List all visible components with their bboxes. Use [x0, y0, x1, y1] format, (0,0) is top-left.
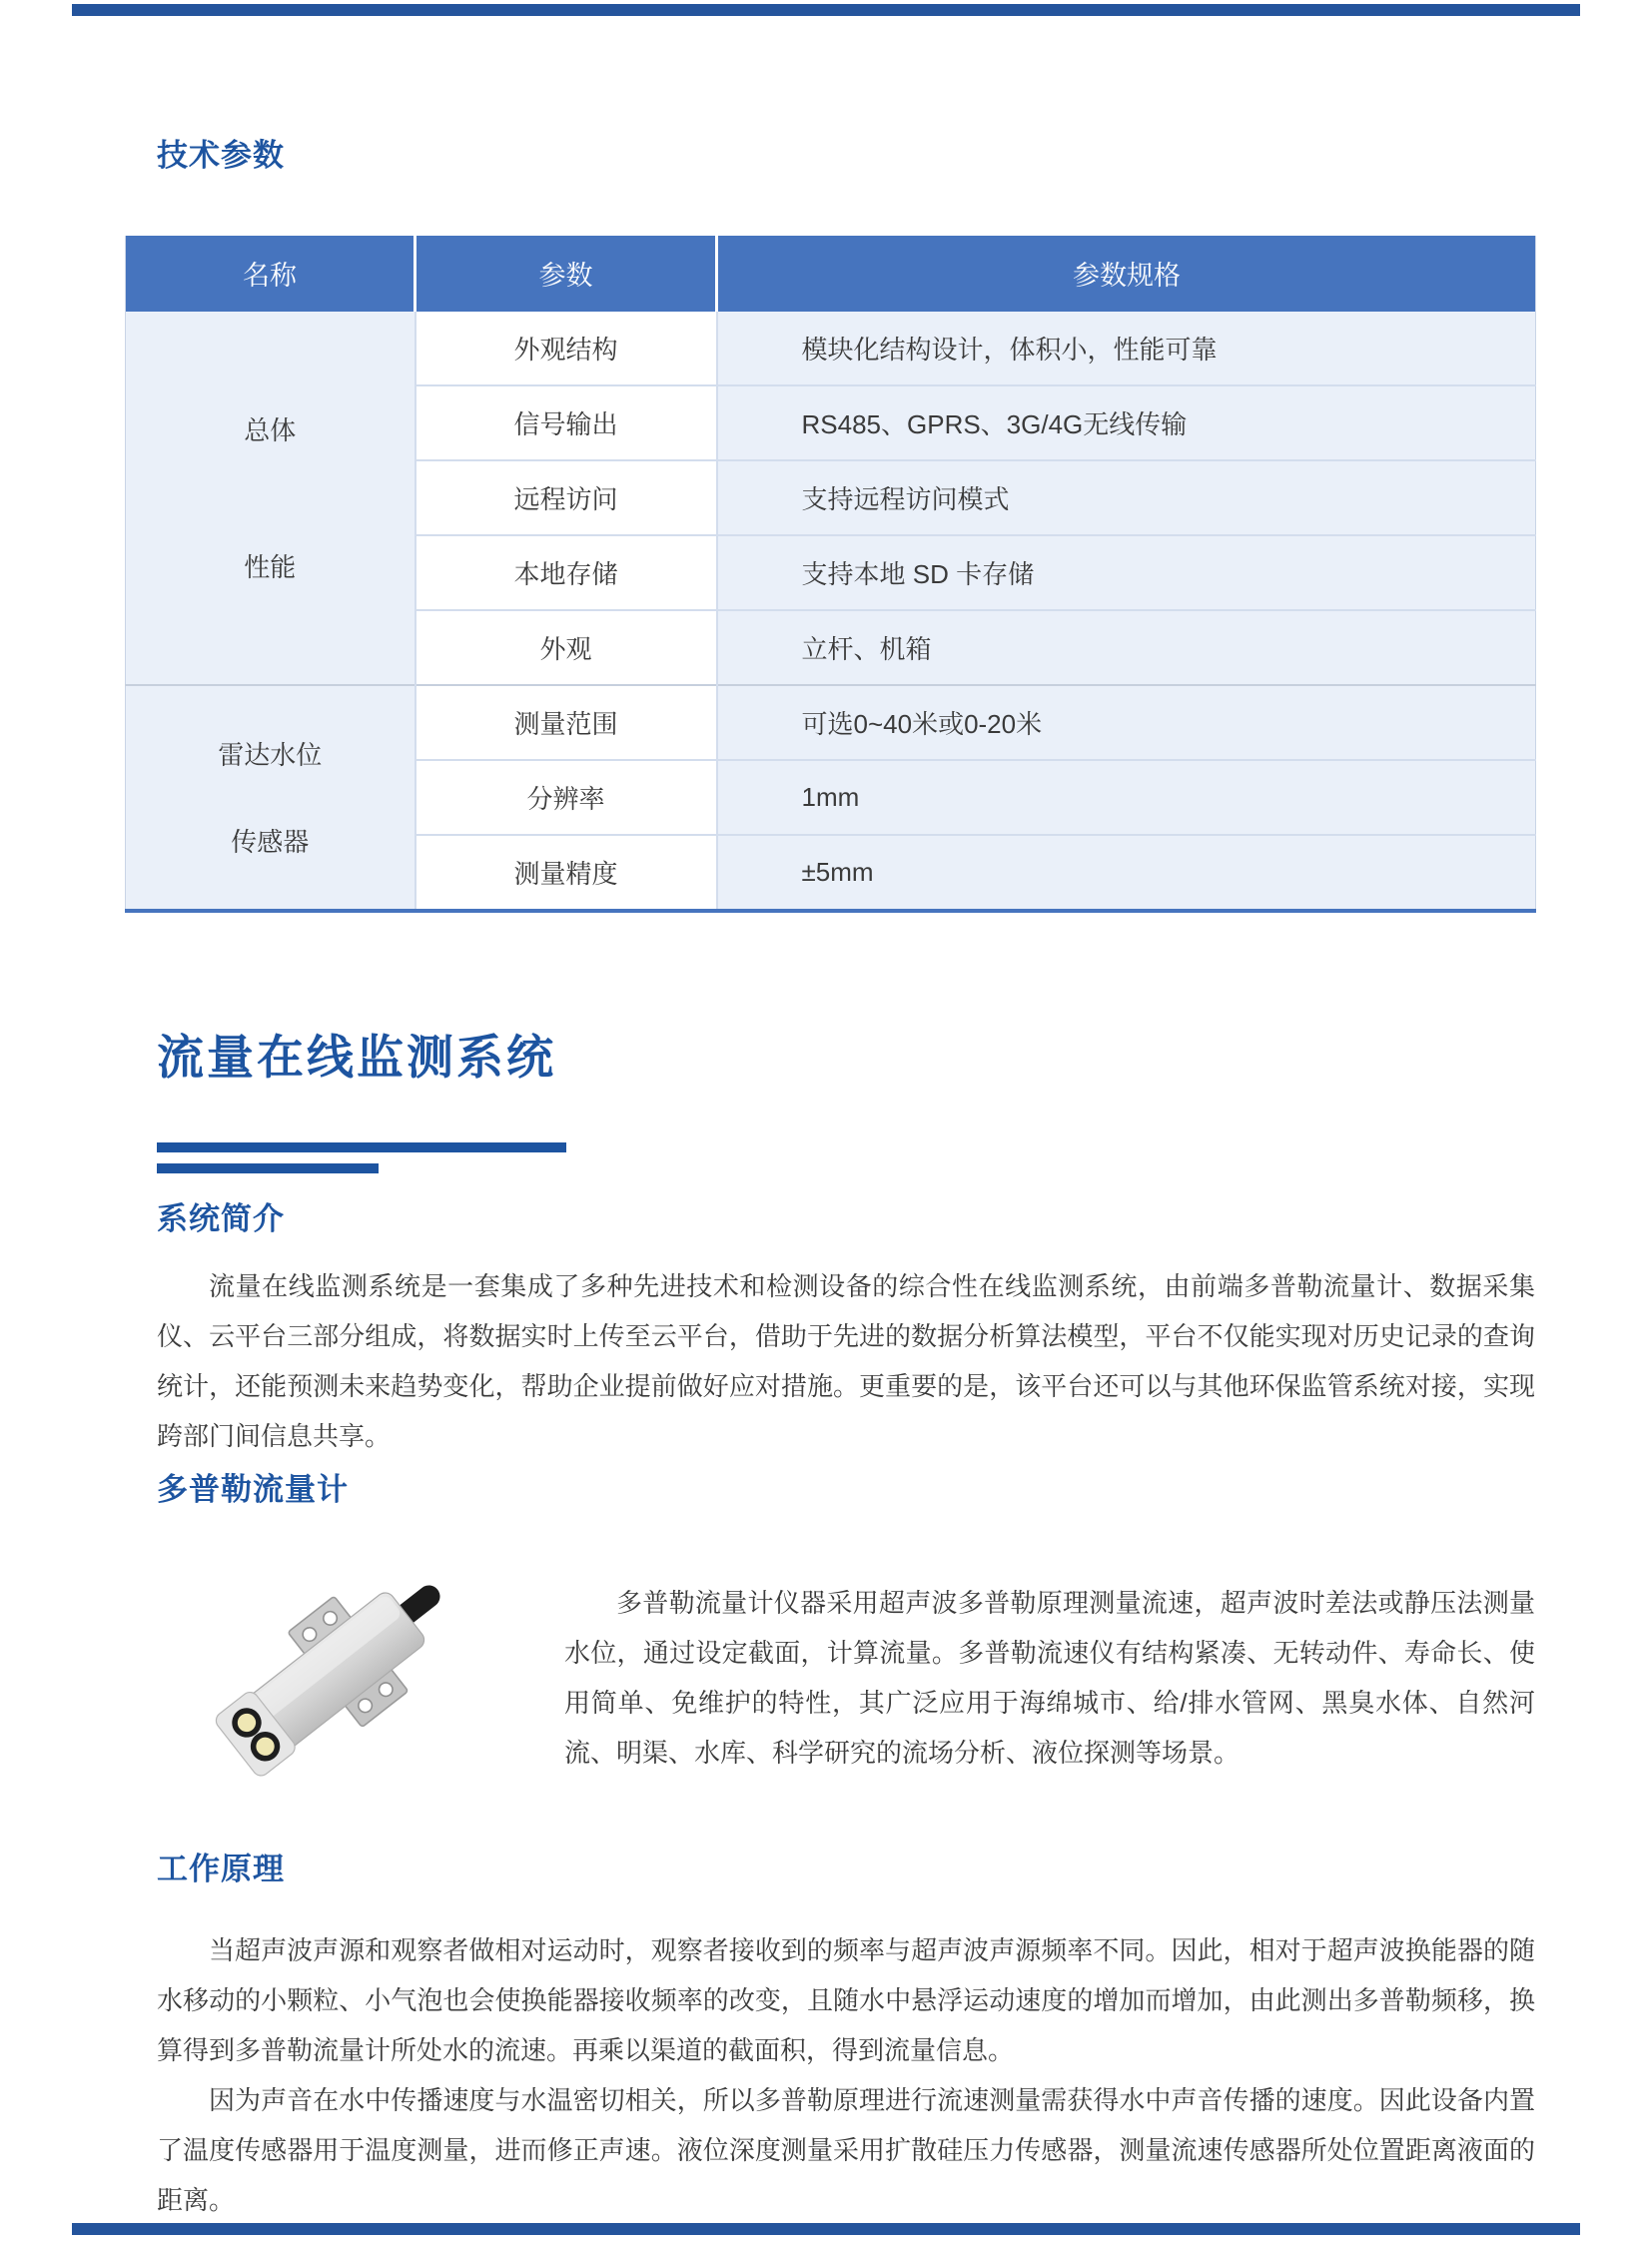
spec-cell: 支持本地 SD 卡存储: [717, 535, 1536, 610]
param-cell: 远程访问: [415, 460, 717, 535]
bottom-decoration-bar: [72, 2223, 1580, 2235]
tech-params-heading: 技术参数: [157, 138, 285, 173]
doppler-flow-meter-illustration: [199, 1544, 453, 1814]
table-row: [126, 685, 1536, 760]
working-principle-heading: 工作原理: [157, 1851, 285, 1886]
system-intro-heading: 系统简介: [157, 1200, 285, 1236]
table-row: [126, 312, 1536, 385]
group-name-line: 性能: [244, 551, 297, 582]
group-name-line: 雷达水位: [218, 740, 323, 771]
table-header-spec: 参数规格: [717, 236, 1536, 312]
working-principle-paragraph-2: 因为声音在水中传播速度与水温密切相关，所以多普勒原理进行流速测量需获得水中声音传播的速度。因此设备内置了温度传感器用于温度测量，进而修正声速。液位深度测量采用扩散硅压力传感器，测量流速传感器所处位置距离液面的距离。: [157, 2084, 1535, 2215]
doppler-flowmeter-heading: 多普勒流量计: [157, 1471, 349, 1507]
doppler-flowmeter-section: [157, 1544, 1535, 1814]
group-name-line: 传感器: [231, 826, 310, 857]
spec-cell: 支持远程访问模式: [717, 460, 1536, 535]
table-header-param: 参数: [415, 236, 717, 312]
param-cell: 本地存储: [415, 535, 717, 610]
spec-cell: 立杆、机箱: [717, 610, 1536, 685]
title-underline-bar: [157, 1142, 566, 1152]
spec-cell: 可选0~40米或0-20米: [717, 685, 1536, 760]
param-cell: 外观: [415, 610, 717, 685]
working-principle-paragraph-1: 当超声波声源和观察者做相对运动时，观察者接收到的频率与超声波声源频率不同。因此，相对于超声波换能器的随水移动的小颗粒、小气泡也会使换能器接收频率的改变，且随水中悬浮运动速度的增加而增加，由此测出多普勒频移，换算得到多普勒流量计所处水的流速。再乘以渠道的截面积，得到流量信息。: [157, 1935, 1535, 2066]
group-name-cell: [126, 312, 415, 685]
table-header-row: [126, 236, 1536, 312]
doppler-flow-meter-photo: [157, 1544, 564, 1814]
tech-params-table: [125, 236, 1536, 913]
spec-cell: RS485、GPRS、3G/4G无线传输: [717, 385, 1536, 460]
table-header-name: 名称: [126, 236, 415, 312]
spec-cell: 模块化结构设计，体积小，性能可靠: [717, 312, 1536, 385]
param-cell: 信号输出: [415, 385, 717, 460]
param-cell: 测量精度: [415, 835, 717, 911]
param-cell: 测量范围: [415, 685, 717, 760]
param-cell: 外观结构: [415, 312, 717, 385]
group-name-cell: [126, 685, 415, 911]
param-cell: 分辨率: [415, 760, 717, 835]
system-intro-paragraph: 流量在线监测系统是一套集成了多种先进技术和检测设备的综合性在线监测系统，由前端多普勒流量计、数据采集仪、云平台三部分组成，将数据实时上传至云平台，借助于先进的数据分析算法模型，平台不仅能实现对历史记录的查询统计，还能预测未来趋势变化，帮助企业提前做好应对措施。更重要的是，该平台还可以与其他环保监管系统对接，实现跨部门间信息共享。: [157, 1271, 1535, 1452]
page-title: 流量在线监测系统: [157, 1030, 556, 1084]
doppler-flowmeter-paragraph: 多普勒流量计仪器采用超声波多普勒原理测量流速，超声波时差法或静压法测量水位，通过设定截面，计算流量。多普勒流速仪有结构紧凑、无转动件、寿命长、使用简单、免维护的特性，其广泛应用于海绵城市、给/排水管网、黑臭水体、自然河流、明渠、水库、科学研究的流场分析、液位探测等场景。: [564, 1587, 1535, 1768]
title-underline-bar: [157, 1163, 379, 1173]
spec-cell: 1mm: [717, 760, 1536, 835]
group-name-line: 总体: [244, 415, 297, 446]
spec-cell: ±5mm: [717, 835, 1536, 911]
